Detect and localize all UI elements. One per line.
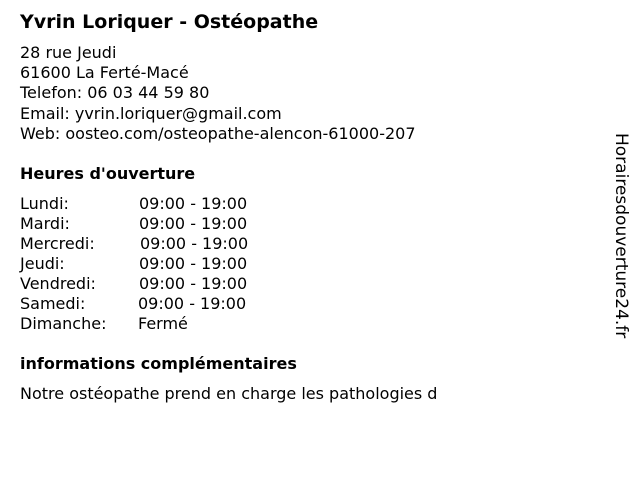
day-hours: 09:00 - 19:00 bbox=[138, 294, 247, 313]
street-address: 28 rue Jeudi bbox=[20, 43, 117, 62]
hours-row-saturday bbox=[20, 294, 320, 314]
day-label: Dimanche: bbox=[20, 314, 107, 333]
day-label: Samedi: bbox=[20, 294, 86, 313]
email-address: Email: yvrin.loriquer@gmail.com bbox=[20, 103, 282, 123]
day-hours: Fermé bbox=[138, 314, 188, 333]
additional-info-heading: informations complémentaires bbox=[20, 354, 297, 373]
hours-row-wednesday bbox=[20, 234, 320, 254]
day-hours: 09:00 - 19:00 bbox=[139, 274, 248, 293]
hours-row-friday bbox=[20, 274, 320, 294]
phone-number: Telefon: 06 03 44 59 80 bbox=[20, 83, 210, 103]
business-title: Yvrin Loriquer - Ostéopathe bbox=[20, 11, 319, 33]
day-label: Mercredi: bbox=[20, 234, 95, 253]
website-url: Web: oosteo.com/osteopathe-alencon-61000-207 bbox=[20, 123, 416, 143]
day-label: Lundi: bbox=[20, 194, 69, 213]
city-address: 61600 La Ferté-Macé bbox=[20, 63, 189, 83]
opening-hours-table bbox=[20, 194, 320, 334]
day-hours: 09:00 - 19:00 bbox=[139, 254, 248, 273]
contact-block bbox=[20, 43, 416, 144]
day-label: Jeudi: bbox=[20, 254, 65, 273]
hours-row-tuesday bbox=[20, 214, 320, 234]
hours-row-sunday bbox=[20, 314, 320, 334]
hours-row-thursday bbox=[20, 254, 320, 274]
additional-info-text: Notre ostéopathe prend en charge les pathologies d bbox=[20, 384, 438, 403]
hours-row-monday bbox=[20, 194, 320, 214]
site-watermark: Horairesdouverture24.fr bbox=[611, 133, 631, 339]
day-hours: 09:00 - 19:00 bbox=[139, 214, 248, 233]
day-hours: 09:00 - 19:00 bbox=[140, 234, 249, 253]
day-hours: 09:00 - 19:00 bbox=[139, 194, 248, 213]
day-label: Vendredi: bbox=[20, 274, 96, 293]
day-label: Mardi: bbox=[20, 214, 70, 233]
opening-hours-heading: Heures d'ouverture bbox=[20, 164, 196, 183]
